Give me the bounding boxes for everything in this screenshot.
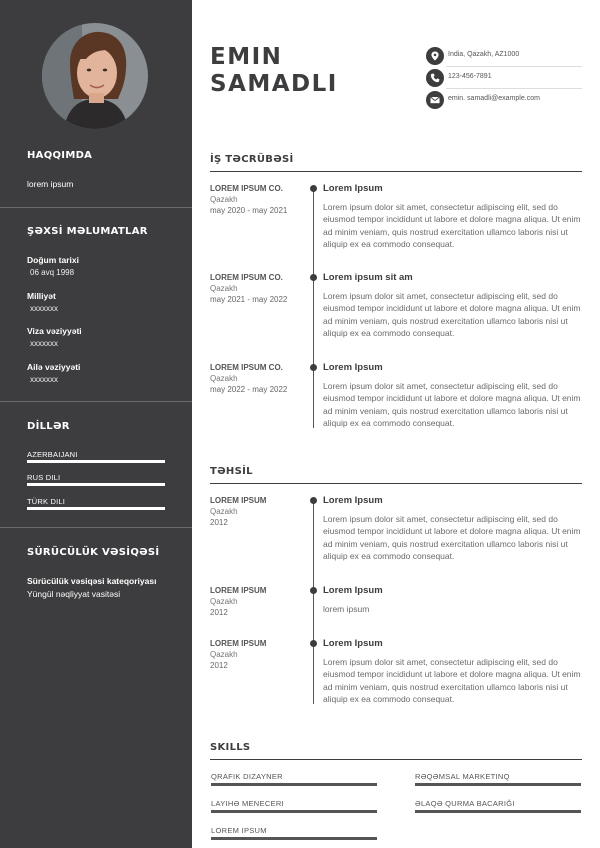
language-level-bar xyxy=(27,483,165,486)
experience-title: İŞ TƏCRÜBƏSİ xyxy=(210,154,294,165)
degree: Lorem Ipsum xyxy=(323,638,383,649)
school-location: Qazakh xyxy=(210,507,238,516)
skill-name: ƏLAQƏ QURMA BACARIĞI xyxy=(415,799,515,808)
contact-phone xyxy=(426,68,582,88)
section-rule xyxy=(210,171,582,172)
personal-label: Milliyət xyxy=(27,291,56,301)
language-name: RUS DILI xyxy=(27,473,61,482)
company-name: LOREM IPSUM CO. xyxy=(210,273,283,282)
personal-value: xxxxxxx xyxy=(30,375,58,384)
license-value: Yüngül nəqliyyat vasitəsi xyxy=(27,589,121,599)
job-dates: may 2022 - may 2022 xyxy=(210,385,288,394)
school-year: 2012 xyxy=(210,518,228,527)
timeline-dot xyxy=(310,364,317,371)
divider xyxy=(0,527,192,528)
language-name: AZERBAIJANI xyxy=(27,450,78,459)
location-pin-icon xyxy=(426,47,444,65)
personal-value: xxxxxxx xyxy=(30,304,58,313)
license-label: Sürücülük vəsiqəsi kateqoriyası xyxy=(27,576,157,586)
school-year: 2012 xyxy=(210,661,228,670)
job-description: Lorem ipsum dolor sit amet, consectetur adipiscing elit, sed do eiusmod tempor incididunt ut labore et dolore magna aliqua. Ut enim ad minim veniam, quis nostrud exercitation ullamco laboris nisi ut aliquip ex ea commodo consequat. xyxy=(323,202,581,249)
section-rule xyxy=(210,483,582,484)
candidate-name xyxy=(210,44,338,98)
skill-level-bar xyxy=(415,810,581,813)
school-location: Qazakh xyxy=(210,650,238,659)
phone-text: 123-456-7891 xyxy=(448,73,492,80)
job-location: Qazakh xyxy=(210,195,238,204)
skill-name: LOREM IPSUM xyxy=(211,826,267,835)
divider xyxy=(0,207,192,208)
skill-level-bar xyxy=(211,783,377,786)
job-dates: may 2021 - may 2022 xyxy=(210,295,288,304)
section-rule xyxy=(210,759,582,760)
timeline-dot xyxy=(310,587,317,594)
contact-email xyxy=(426,90,582,110)
education-timeline xyxy=(313,501,314,704)
skill-name: RƏQƏMSAL MARKETINQ xyxy=(415,772,510,781)
skill-name: QRAFIK DIZAYNER xyxy=(211,772,283,781)
education-title: TƏHSİL xyxy=(210,466,253,477)
degree: Lorem Ipsum xyxy=(323,495,383,506)
personal-value: 06 avq 1998 xyxy=(30,268,75,277)
timeline-dot xyxy=(310,185,317,192)
job-description: Lorem ipsum dolor sit amet, consectetur adipiscing elit, sed do eiusmod tempor incididunt ut labore et dolore magna aliqua. Ut enim ad minim veniam, quis nostrud exercitation ullamco laboris nisi ut aliquip ex ea commodo consequat. xyxy=(323,381,581,428)
language-name: TÜRK DILI xyxy=(27,497,66,506)
profile-photo xyxy=(42,23,148,129)
first-name: EMIN xyxy=(210,44,283,70)
divider xyxy=(0,401,192,402)
timeline-dot xyxy=(310,497,317,504)
school-name: LOREM IPSUM xyxy=(210,496,267,505)
experience-timeline xyxy=(313,189,314,428)
company-name: LOREM IPSUM CO. xyxy=(210,363,283,372)
contact-address xyxy=(426,46,582,66)
email-text: emin. samadli@example.com xyxy=(448,95,540,102)
job-location: Qazakh xyxy=(210,284,238,293)
address-text: India, Qazakh, AZ1000 xyxy=(448,51,520,58)
skill-name: LAYIHƏ MENECERI xyxy=(211,799,284,808)
personal-label: Viza vəziyyəti xyxy=(27,326,82,336)
timeline-dot xyxy=(310,640,317,647)
job-dates: may 2020 - may 2021 xyxy=(210,206,288,215)
timeline-dot xyxy=(310,274,317,281)
school-year: 2012 xyxy=(210,608,228,617)
sidebar xyxy=(0,0,192,848)
personal-info-title: ŞƏXSİ MƏLUMATLAR xyxy=(27,226,148,237)
job-role: Lorem Ipsum xyxy=(323,362,383,373)
personal-value: xxxxxxx xyxy=(30,339,58,348)
last-name: SAMADLI xyxy=(210,71,338,97)
school-name: LOREM IPSUM xyxy=(210,639,267,648)
job-role: Lorem Ipsum xyxy=(323,183,383,194)
license-title: SÜRÜCÜLÜK VƏSİQƏSİ xyxy=(27,547,160,558)
skill-level-bar xyxy=(415,783,581,786)
personal-label: Ailə vəziyyəti xyxy=(27,362,81,372)
job-role: Lorem ipsum sit am xyxy=(323,272,413,283)
education-description: lorem ipsum xyxy=(323,604,370,614)
skill-level-bar xyxy=(211,837,377,840)
degree: Lorem Ipsum xyxy=(323,585,383,596)
school-location: Qazakh xyxy=(210,597,238,606)
company-name: LOREM IPSUM CO. xyxy=(210,184,283,193)
personal-label: Doğum tarixi xyxy=(27,255,79,265)
education-description: Lorem ipsum dolor sit amet, consectetur adipiscing elit, sed do eiusmod tempor incididunt ut labore et dolore magna aliqua. Ut enim ad minim veniam, quis nostrud exercitation ullamco laboris nisi ut aliquip ex ea commodo consequat. xyxy=(323,514,581,561)
school-name: LOREM IPSUM xyxy=(210,586,267,595)
about-text: lorem ipsum xyxy=(27,179,74,189)
job-description: Lorem ipsum dolor sit amet, consectetur adipiscing elit, sed do eiusmod tempor incididunt ut labore et dolore magna aliqua. Ut enim ad minim veniam, quis nostrud exercitation ullamco laboris nisi ut aliquip ex ea commodo consequat. xyxy=(323,291,581,338)
skill-level-bar xyxy=(211,810,377,813)
skills-title: SKILLS xyxy=(210,742,251,753)
language-level-bar xyxy=(27,460,165,463)
languages-title: DİLLƏR xyxy=(27,421,70,432)
about-title: HAQQIMDA xyxy=(27,150,93,161)
divider xyxy=(446,88,582,89)
phone-icon xyxy=(426,69,444,87)
language-level-bar xyxy=(27,507,165,510)
education-description: Lorem ipsum dolor sit amet, consectetur adipiscing elit, sed do eiusmod tempor incididunt ut labore et dolore magna aliqua. Ut enim ad minim veniam, quis nostrud exercitation ullamco laboris nisi ut aliquip ex ea commodo consequat. xyxy=(323,657,581,704)
envelope-icon xyxy=(426,91,444,109)
job-location: Qazakh xyxy=(210,374,238,383)
divider xyxy=(446,66,582,67)
